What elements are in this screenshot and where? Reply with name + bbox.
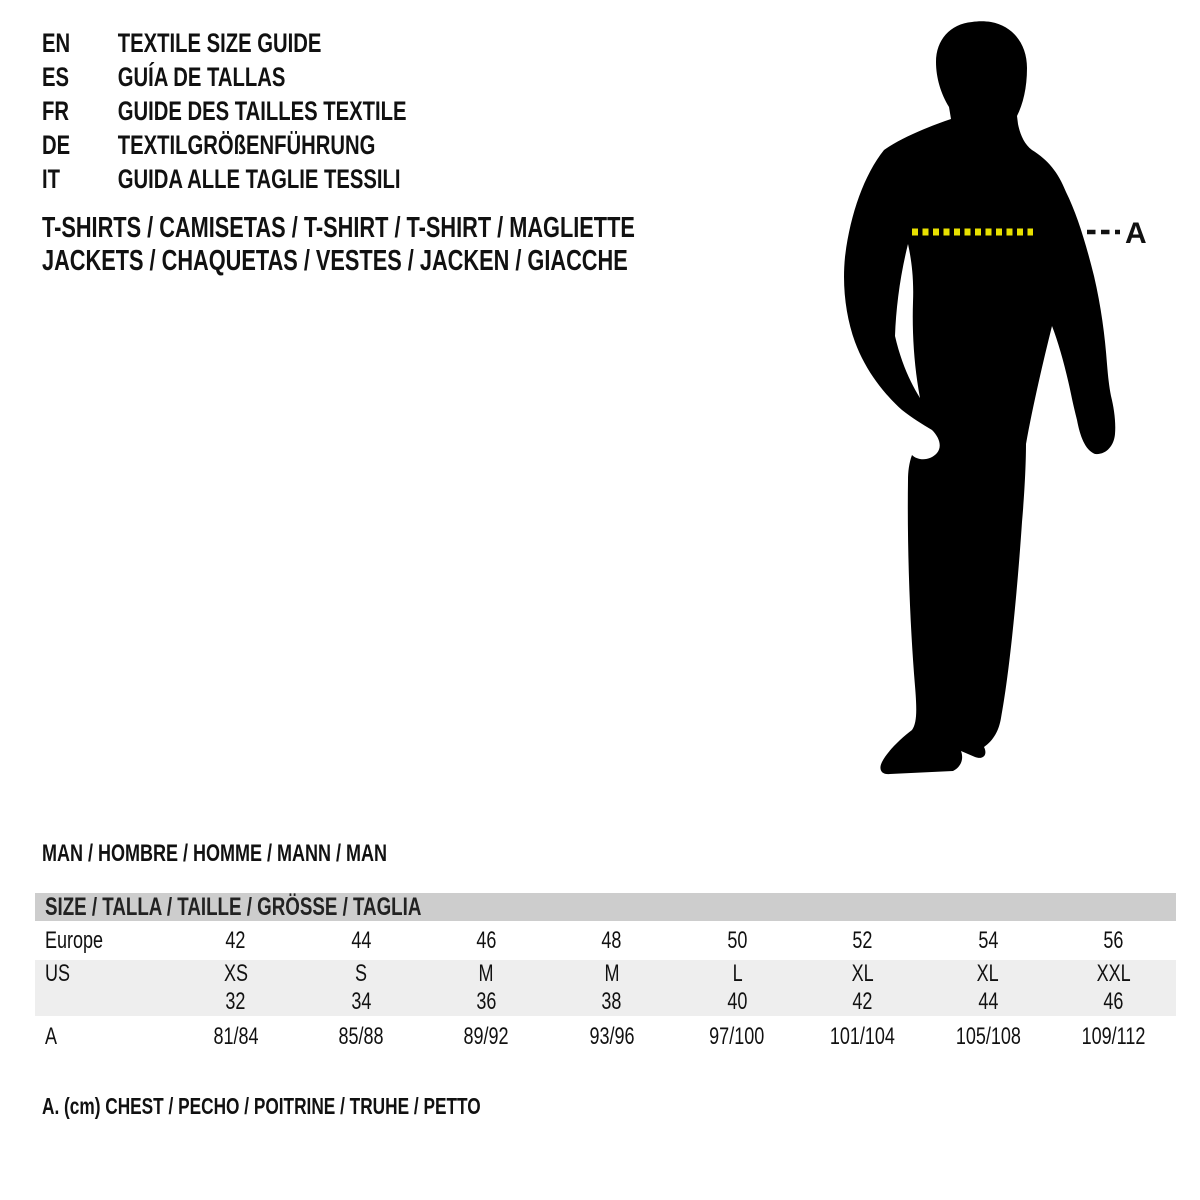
language-title: GUÍA DE TALLAS: [117, 61, 286, 92]
language-code: IT: [42, 163, 60, 194]
row-label: Europe: [45, 926, 104, 954]
size-cell: 81/84: [213, 1023, 259, 1050]
size-cell: 42: [225, 926, 246, 954]
size-cell: 56: [1103, 926, 1124, 954]
language-row: [42, 60, 407, 94]
row-label: [35, 988, 173, 1016]
size-cell: 89/92: [463, 1023, 509, 1050]
language-title: GUIDA ALLE TAGLIE TESSILI: [117, 163, 401, 194]
size-cell: 105/108: [955, 1023, 1021, 1050]
language-row: [42, 128, 407, 162]
size-cell: XL: [851, 960, 874, 987]
table-row: [35, 960, 1176, 988]
size-cell: 34: [351, 988, 372, 1015]
size-cell: 54: [977, 926, 998, 954]
size-cell: 44: [351, 926, 372, 954]
size-cell: 32: [225, 988, 246, 1015]
size-table-body: [35, 921, 1176, 1058]
category-line-jackets: JACKETS / CHAQUETAS / VESTES / JACKEN / GIACCHE: [42, 245, 628, 277]
table-row: [35, 921, 1176, 960]
size-cell: 48: [601, 926, 622, 954]
row-label: A: [45, 1023, 58, 1050]
size-table: [35, 893, 1176, 1058]
size-cell: 42: [852, 988, 873, 1015]
size-cell: 40: [727, 988, 748, 1015]
measure-label-a: A: [1125, 217, 1147, 250]
size-cell: XS: [223, 960, 248, 987]
size-table-header: SIZE / TALLA / TAILLE / GRÖSSE / TAGLIA: [35, 893, 1176, 921]
size-cell: 46: [476, 926, 497, 954]
size-cell: M: [604, 960, 620, 987]
size-cell: 38: [601, 988, 622, 1015]
size-cell: 52: [852, 926, 873, 954]
size-cell: 109/112: [1081, 1023, 1146, 1050]
category-lines: [42, 212, 833, 278]
size-cell: 50: [727, 926, 748, 954]
footnote: A. (cm) CHEST / PECHO / POITRINE / TRUHE / PETTO: [42, 1093, 481, 1119]
section-title: MAN / HOMBRE / HOMME / MANN / MAN: [42, 840, 387, 867]
language-title: TEXTILE SIZE GUIDE: [117, 27, 322, 58]
language-row: [42, 26, 407, 60]
size-cell: L: [732, 960, 743, 987]
size-cell: XXL: [1096, 960, 1131, 987]
size-cell: XL: [976, 960, 999, 987]
size-cell: M: [478, 960, 494, 987]
size-cell: 44: [977, 988, 998, 1015]
row-label: US: [45, 960, 71, 987]
language-code: ES: [42, 61, 70, 92]
table-row: [35, 1016, 1176, 1058]
language-title: TEXTILGRÖßENFÜHRUNG: [117, 129, 376, 160]
size-cell: 36: [476, 988, 497, 1015]
language-title: GUIDE DES TAILLES TEXTILE: [117, 95, 407, 126]
table-row: [35, 988, 1176, 1016]
language-row: [42, 94, 407, 128]
size-cell: 93/96: [589, 1023, 635, 1050]
language-code: EN: [42, 27, 71, 58]
language-list: [42, 26, 528, 196]
man-silhouette: [844, 21, 1115, 774]
size-cell: S: [355, 960, 368, 987]
size-guide-figure: [820, 14, 1154, 780]
language-row: [42, 162, 407, 196]
size-cell: 101/104: [830, 1023, 896, 1050]
language-code: DE: [42, 129, 71, 160]
size-cell: 85/88: [338, 1023, 384, 1050]
category-line-tshirts: T-SHIRTS / CAMISETAS / T-SHIRT / T-SHIRT / MAGLIETTE: [42, 212, 635, 244]
size-cell: 46: [1103, 988, 1124, 1015]
language-code: FR: [42, 95, 69, 126]
size-cell: 97/100: [709, 1023, 765, 1050]
